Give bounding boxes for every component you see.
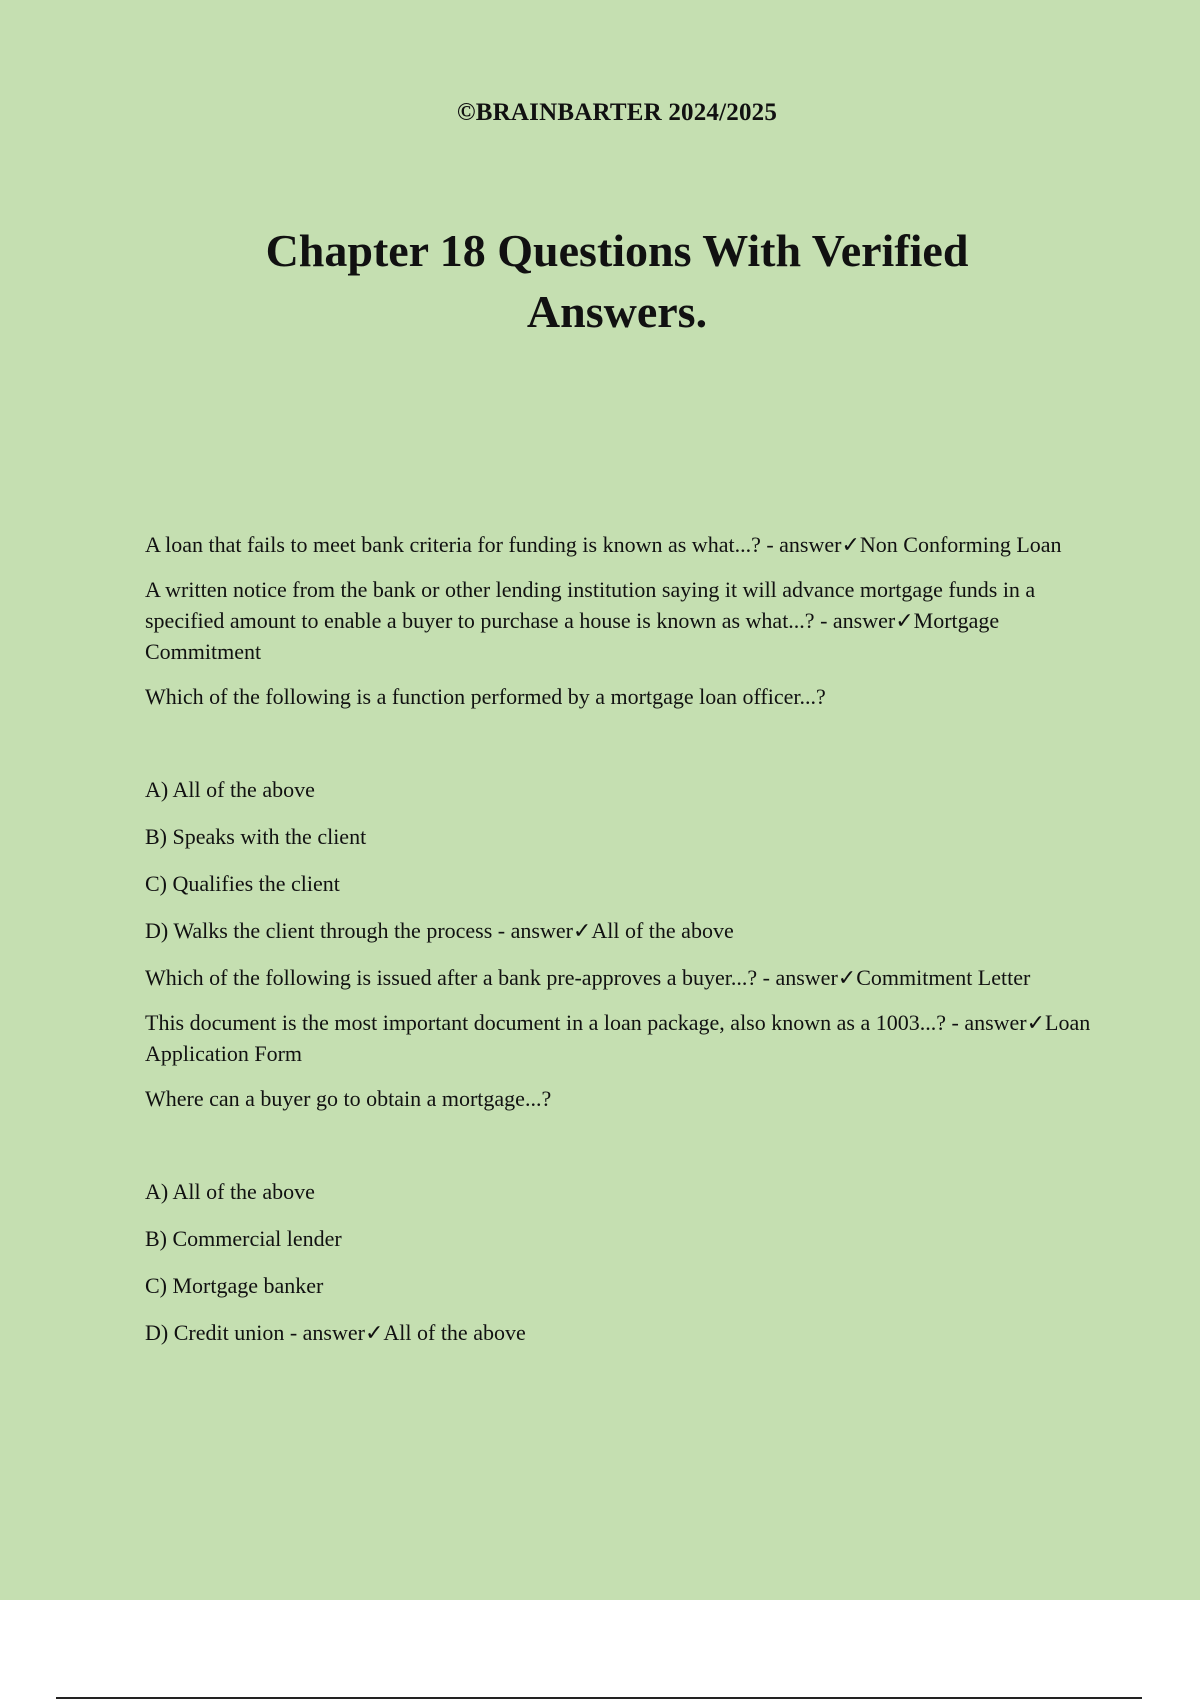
question-stem-3: Which of the following is a function performed by a mortgage loan officer...? (145, 684, 826, 709)
question-answer-5: This document is the most important document in a loan package, also known as a 1003...? - answer✓Loan Application Form (145, 1010, 1091, 1066)
question-3-option-c: C) Qualifies the client (145, 871, 340, 896)
question-3-option-a: A) All of the above (145, 777, 315, 802)
question-6-option-c: C) Mortgage banker (145, 1273, 324, 1298)
question-list (145, 529, 1095, 1364)
title-line-2: Answers. (526, 286, 708, 337)
question-6-option-d-answer: D) Credit union - answer✓All of the above (145, 1320, 526, 1345)
footer-divider (56, 1697, 1142, 1699)
question-answer-4: Which of the following is issued after a bank pre-approves a buyer...? - answer✓Commitment Letter (145, 965, 1031, 990)
question-3-option-d-answer: D) Walks the client through the process - answer✓All of the above (145, 918, 734, 943)
question-3-option-b: B) Speaks with the client (145, 824, 367, 849)
copyright-header: ©BRAINBARTER 2024/2025 (456, 99, 778, 126)
document-title (0, 220, 1200, 342)
title-line-1: Chapter 18 Questions With Verified (265, 225, 969, 276)
question-6-option-b: B) Commercial lender (145, 1226, 342, 1251)
question-answer-1: A loan that fails to meet bank criteria for funding is known as what...? - answer✓Non Conforming Loan (145, 532, 1062, 557)
question-answer-2: A written notice from the bank or other lending institution saying it will advance mortgage funds in a specified amount to enable a buyer to purchase a house is known as what...? - answer✓Mortgage Commitment (145, 577, 1036, 664)
question-stem-6: Where can a buyer go to obtain a mortgage...? (145, 1086, 552, 1111)
question-6-option-a: A) All of the above (145, 1179, 315, 1204)
